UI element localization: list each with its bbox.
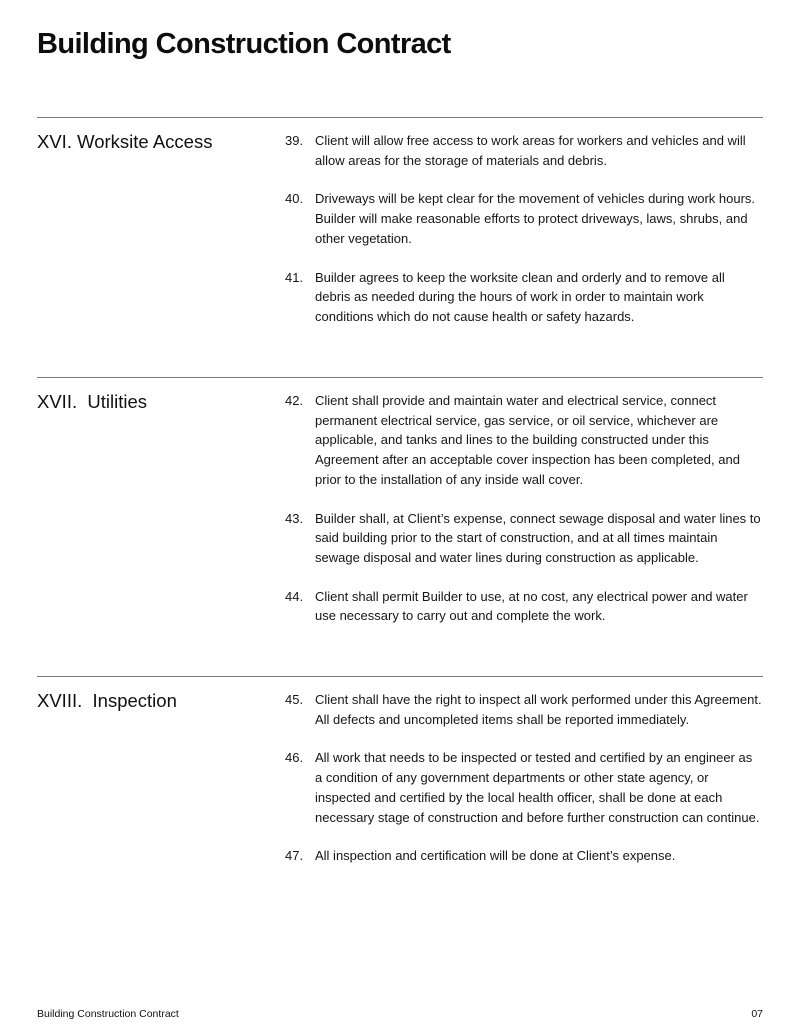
section-heading: XVI. Worksite Access <box>37 131 213 152</box>
clause-number: 41. <box>285 269 304 285</box>
clause-item <box>285 846 763 866</box>
footer-page-number: 07 <box>751 1008 763 1020</box>
clause-number: 43. <box>285 510 304 526</box>
clause-item <box>285 690 763 729</box>
clause-item <box>285 748 763 827</box>
clause-text: All work that needs to be inspected or tested and certified by an engineer as a condition of any government departments or other state agency, or inspected and certified by the local health officer, shall be done at each necessary stage of construction and before further construction can continue. <box>315 750 760 825</box>
clause-text: Builder agrees to keep the worksite clean and orderly and to remove all debris as needed during the hours of work in order to maintain work conditions which do not cause health or safety hazards. <box>315 269 725 324</box>
clause-text: Client shall permit Builder to use, at no cost, any electrical power and water use necessary to carry out and complete the work. <box>315 588 748 624</box>
clause-text: Client shall provide and maintain water and electrical service, connect permanent electrical service, gas service, or oil service, whichever are applicable, and tanks and lines to the building constructed under this Agreement after an acceptable cover inspection has been completed, and prior to the installation of any inside wall cover. <box>315 393 740 487</box>
clause-number: 46. <box>285 750 304 766</box>
clause-text: Builder shall, at Client’s expense, connect sewage disposal and water lines to said building prior to the start of construction, and at all times maintain sewage disposal and water lines during construction as applicable. <box>315 510 761 565</box>
clause-text: All inspection and certification will be done at Client’s expense. <box>315 848 676 864</box>
clause-list <box>285 131 763 346</box>
clause-item <box>285 391 763 490</box>
clause-number: 44. <box>285 588 304 604</box>
clause-number: 39. <box>285 133 304 148</box>
clause-text: Client will allow free access to work areas for workers and vehicles and will allow areas for the storage of materials and debris. <box>315 133 746 168</box>
clause-number: 45. <box>285 692 304 707</box>
footer-document-label: Building Construction Contract <box>37 1008 179 1020</box>
document-title: Building Construction Contract <box>37 28 451 60</box>
clause-item <box>285 587 763 626</box>
clause-item <box>285 268 763 327</box>
section-worksite-access <box>37 117 763 324</box>
clause-item <box>285 189 763 248</box>
clause-number: 40. <box>285 191 304 207</box>
section-heading: XVII. Utilities <box>37 391 147 412</box>
clause-text: Client shall have the right to inspect all work performed under this Agreement. All defects and uncompleted items shall be reported immediately. <box>315 692 762 727</box>
clause-item <box>285 131 763 170</box>
clause-number: 42. <box>285 393 304 408</box>
clause-text: Driveways will be kept clear for the movement of vehicles during work hours. Builder will make reasonable efforts to protect driveways, laws, shrubs, and other vegetation. <box>315 191 756 246</box>
clause-list <box>285 391 763 645</box>
clause-number: 47. <box>285 848 304 864</box>
clause-item <box>285 509 763 568</box>
section-heading: XVIII. Inspection <box>37 690 177 711</box>
section-inspection <box>37 676 763 864</box>
clause-list <box>285 690 763 885</box>
section-utilities <box>37 377 763 624</box>
